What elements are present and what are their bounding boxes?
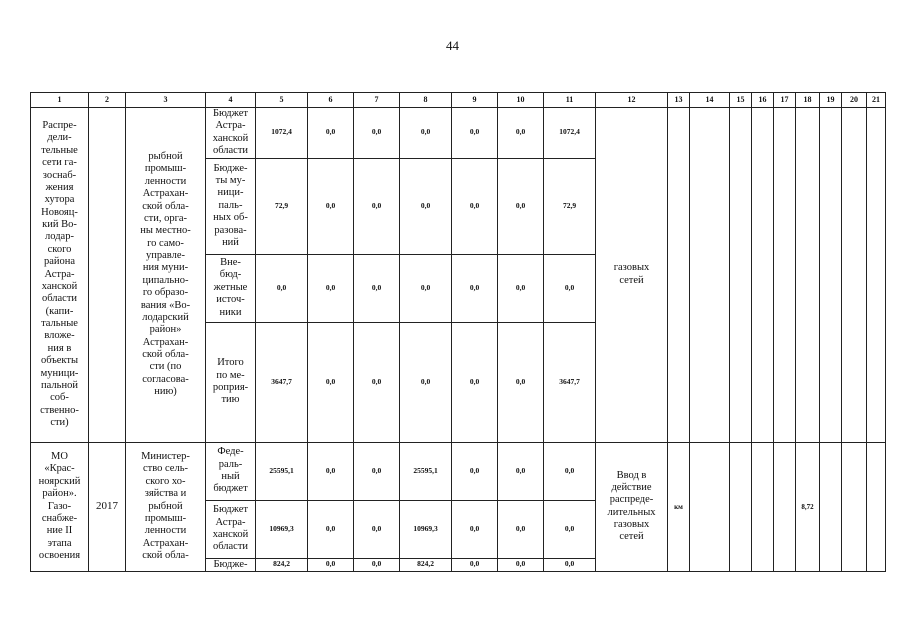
value-cell: 824,2 (256, 558, 308, 571)
value-cell: 0,0 (544, 254, 596, 322)
value-cell: 10969,3 (400, 500, 452, 558)
value-cell: 72,9 (544, 158, 596, 254)
col-header: 12 (596, 93, 668, 108)
value-cell: 0,0 (498, 108, 544, 159)
table-row (31, 442, 886, 500)
value-cell: 0,0 (308, 158, 354, 254)
value-cell: 72,9 (256, 158, 308, 254)
value-cell: 0,0 (308, 322, 354, 442)
empty-cell (867, 108, 886, 443)
program-table (30, 92, 886, 572)
value-cell: 1072,4 (544, 108, 596, 159)
value-cell: 0,0 (452, 158, 498, 254)
value-cell: 1072,4 (256, 108, 308, 159)
col-header: 5 (256, 93, 308, 108)
col-header: 2 (89, 93, 126, 108)
empty-cell (730, 442, 752, 571)
value-cell: 0,0 (452, 322, 498, 442)
empty-cell (752, 108, 774, 443)
measure-year (89, 108, 126, 443)
value-cell: 0,0 (498, 254, 544, 322)
value-cell: 0,0 (308, 558, 354, 571)
empty-cell (820, 108, 842, 443)
value-cell: 3647,7 (256, 322, 308, 442)
value-cell: 0,0 (400, 322, 452, 442)
col-header: 20 (842, 93, 867, 108)
value-cell: 0,0 (498, 322, 544, 442)
value-cell: 0,0 (400, 108, 452, 159)
col-header: 10 (498, 93, 544, 108)
measure-name: Распре- дели- тельные сети га- зоснаб- жения хутора Новояц- кий Во- лодар- ского района Астра- ханской области (капи- тальные вложе- ния в объекты муници- пальной соб- ственно- сти) (31, 108, 89, 443)
col-header: 6 (308, 93, 354, 108)
empty-cell (820, 442, 842, 571)
col-header: 9 (452, 93, 498, 108)
unit-cell: км (668, 442, 690, 571)
value-cell: 0,0 (452, 558, 498, 571)
value-cell: 0,0 (308, 254, 354, 322)
empty-cell (842, 442, 867, 571)
value-cell: 25595,1 (256, 442, 308, 500)
empty-cell (842, 108, 867, 443)
value-cell: 0,0 (452, 108, 498, 159)
measure-year: 2017 (89, 442, 126, 571)
col-header: 21 (867, 93, 886, 108)
executor: рыбной промыш- ленности Астрахан- ской обла- сти, орга- ны местно- го само- управле- ния муни- ципально- го образо- вания «Во- лодарский район» Астрахан- ской обла- сти (по согласова- нию) (126, 108, 206, 443)
value-cell: 0,0 (354, 442, 400, 500)
value-cell: 0,0 (400, 158, 452, 254)
funding-source: Бюдже- (206, 558, 256, 571)
empty-cell (796, 108, 820, 443)
value-cell: 10969,3 (256, 500, 308, 558)
value-2018-cell: 8,72 (796, 442, 820, 571)
value-cell: 0,0 (354, 500, 400, 558)
funding-source: Феде- раль- ный бюджет (206, 442, 256, 500)
value-cell: 0,0 (452, 500, 498, 558)
result-indicator: Ввод в действие распреде- лительных газовых сетей (596, 442, 668, 571)
empty-cell (668, 108, 690, 443)
result-indicator: газовых сетей (596, 108, 668, 443)
executor: Министер- ство сель- ского хо- зяйства и рыбной промыш- ленности Астрахан- ской обла- (126, 442, 206, 571)
value-cell: 0,0 (354, 322, 400, 442)
empty-cell (774, 108, 796, 443)
value-cell: 0,0 (544, 500, 596, 558)
col-header: 4 (206, 93, 256, 108)
funding-source: Вне- бюд- жетные источ- ники (206, 254, 256, 322)
value-cell: 0,0 (498, 500, 544, 558)
col-header: 19 (820, 93, 842, 108)
value-cell: 0,0 (354, 558, 400, 571)
value-cell: 0,0 (452, 442, 498, 500)
col-header: 16 (752, 93, 774, 108)
col-header: 3 (126, 93, 206, 108)
value-cell: 0,0 (308, 108, 354, 159)
funding-source: Бюджет Астра- ханской области (206, 500, 256, 558)
col-header: 13 (668, 93, 690, 108)
value-cell: 824,2 (400, 558, 452, 571)
value-cell: 0,0 (354, 158, 400, 254)
empty-cell (690, 108, 730, 443)
empty-cell (774, 442, 796, 571)
value-cell: 0,0 (498, 158, 544, 254)
empty-cell (867, 442, 886, 571)
funding-source: Бюджет Астра- ханской области (206, 108, 256, 159)
value-cell: 25595,1 (400, 442, 452, 500)
value-cell: 0,0 (308, 442, 354, 500)
col-header: 15 (730, 93, 752, 108)
value-cell: 0,0 (308, 500, 354, 558)
table-row (31, 108, 886, 159)
col-header: 17 (774, 93, 796, 108)
value-cell: 0,0 (354, 254, 400, 322)
col-header: 7 (354, 93, 400, 108)
header-row (31, 93, 886, 108)
col-header: 14 (690, 93, 730, 108)
empty-cell (690, 442, 730, 571)
value-cell: 0,0 (544, 558, 596, 571)
funding-source: Бюдже- ты му- ници- паль- ных об- разова- ний (206, 158, 256, 254)
measure-name: МО «Крас- ноярский район». Газо- снабже- ние II этапа освоения (31, 442, 89, 571)
value-cell: 0,0 (498, 558, 544, 571)
value-cell: 0,0 (452, 254, 498, 322)
empty-cell (752, 442, 774, 571)
page-number: 44 (446, 38, 459, 53)
value-cell: 0,0 (498, 442, 544, 500)
col-header: 1 (31, 93, 89, 108)
value-cell: 0,0 (354, 108, 400, 159)
col-header: 8 (400, 93, 452, 108)
col-header: 11 (544, 93, 596, 108)
value-cell: 0,0 (256, 254, 308, 322)
value-cell: 0,0 (400, 254, 452, 322)
funding-source: Итого по ме- роприя- тию (206, 322, 256, 442)
col-header: 18 (796, 93, 820, 108)
value-cell: 0,0 (544, 442, 596, 500)
empty-cell (730, 108, 752, 443)
value-cell: 3647,7 (544, 322, 596, 442)
